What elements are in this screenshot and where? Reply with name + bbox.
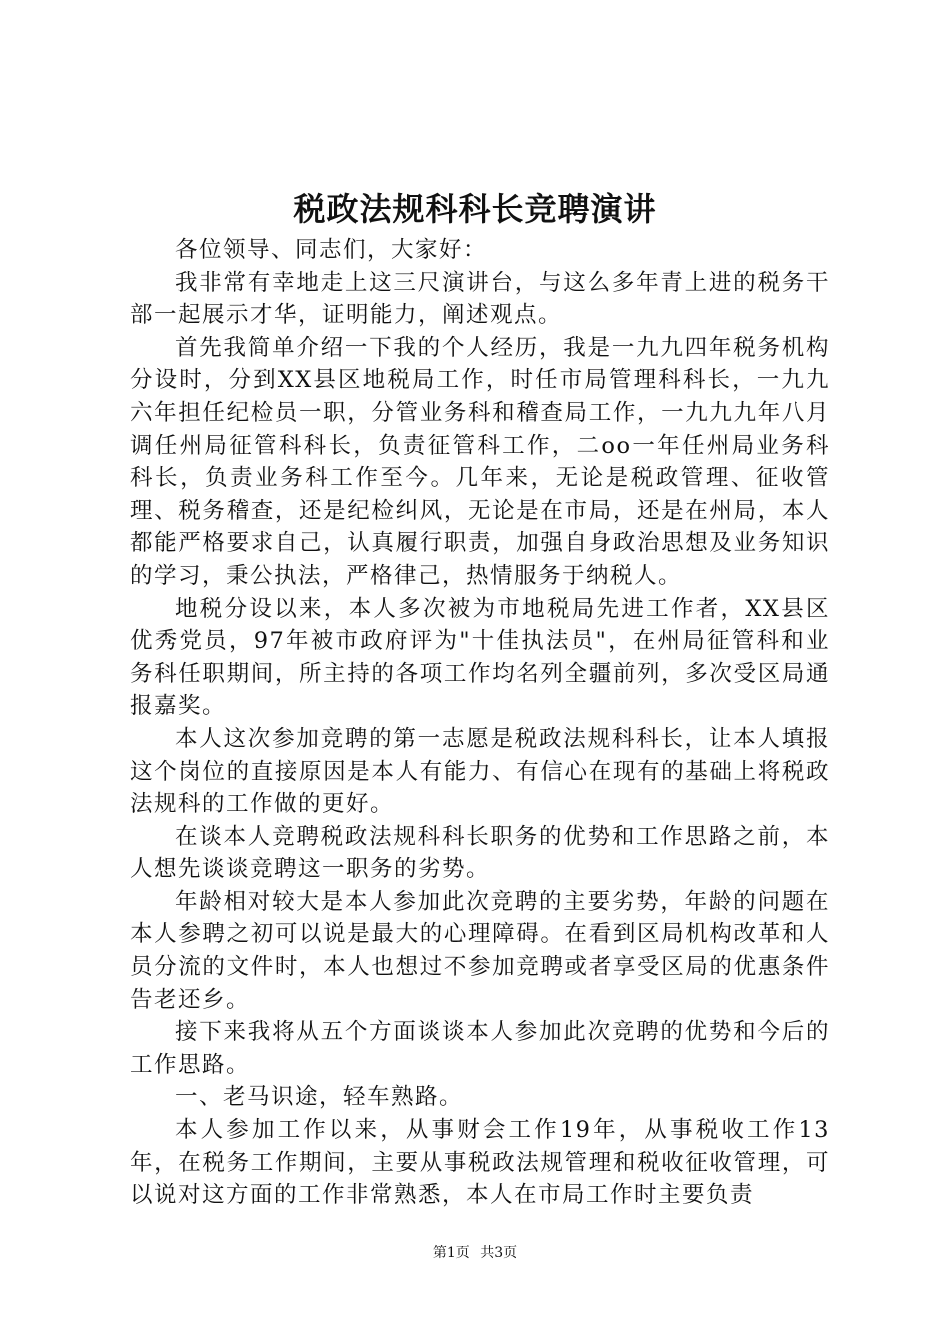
paragraph-opening: 我非常有幸地走上这三尺演讲台，与这么多年青上进的税务干部一起展示才华，证明能力，阐述观点。 (130, 269, 830, 329)
paragraph-work-history: 本人参加工作以来，从事财会工作19年，从事税收工作13年，在税务工作期间，主要从事税政法规管理和税收征收管理，可以说对这方面的工作非常熟悉，本人在市局工作时主要负责 (130, 1117, 830, 1209)
paragraph-disadvantage: 年龄相对较大是本人参加此次竞聘的主要劣势，年龄的问题在本人参聘之初可以说是最大的心理障碍。在看到区局机构改革和人员分流的文件时，本人也想过不参加竞聘或者享受区局的优惠条件告老还乡。 (130, 888, 830, 1013)
page-number: 第1页 (432, 1245, 470, 1261)
section-heading-one: 一、老马识途，轻车熟路。 (175, 1084, 464, 1111)
paragraph-greeting: 各位领导、同志们，大家好： (175, 237, 488, 263)
page-total: 共3页 (480, 1245, 518, 1261)
paragraph-experience: 首先我简单介绍一下我的个人经历，我是一九九四年税务机构分设时，分到XX县区地税局工作，时任市局管理科科长，一九九六年担任纪检员一职，分管业务科和稽查局工作，一九九九年八月调任州局征管科科长，负责征管科工作，二oo一年任州局业务科科长，负责业务科工作至今。几年来，无论是税政管理、征收管理、税务稽查，还是纪检纠风，无论是在市局，还是在州局，本人都能严格要求自己，认真履行职责，加强自身政治思想及业务知识的学习，秉公执法，严格律己，热情服务于纳税人。 (130, 334, 830, 589)
paragraph-first-choice: 本人这次参加竞聘的第一志愿是税政法规科科长，让本人填报这个岗位的直接原因是本人有能力、有信心在现有的基础上将税政法规科的工作做的更好。 (130, 725, 830, 818)
document-body (130, 234, 830, 1212)
document-title: 税政法规科科长竞聘演讲 (293, 190, 657, 228)
paragraph-outline: 接下来我将从五个方面谈谈本人参加此次竞聘的优势和今后的工作思路。 (130, 1019, 830, 1078)
paragraph-transition: 在谈本人竞聘税政法规科科长职务的优势和工作思路之前，本人想先谈谈竞聘这一职务的劣势。 (130, 823, 830, 883)
paragraph-honors: 地税分设以来，本人多次被为市地税局先进工作者，XX县区优秀党员，97年被市政府评为"十佳执法员"，在州局征管科和业务科任职期间，所主持的各项工作均名列全疆前列，多次受区局通报嘉奖。 (130, 595, 830, 720)
page-footer (0, 1243, 950, 1263)
